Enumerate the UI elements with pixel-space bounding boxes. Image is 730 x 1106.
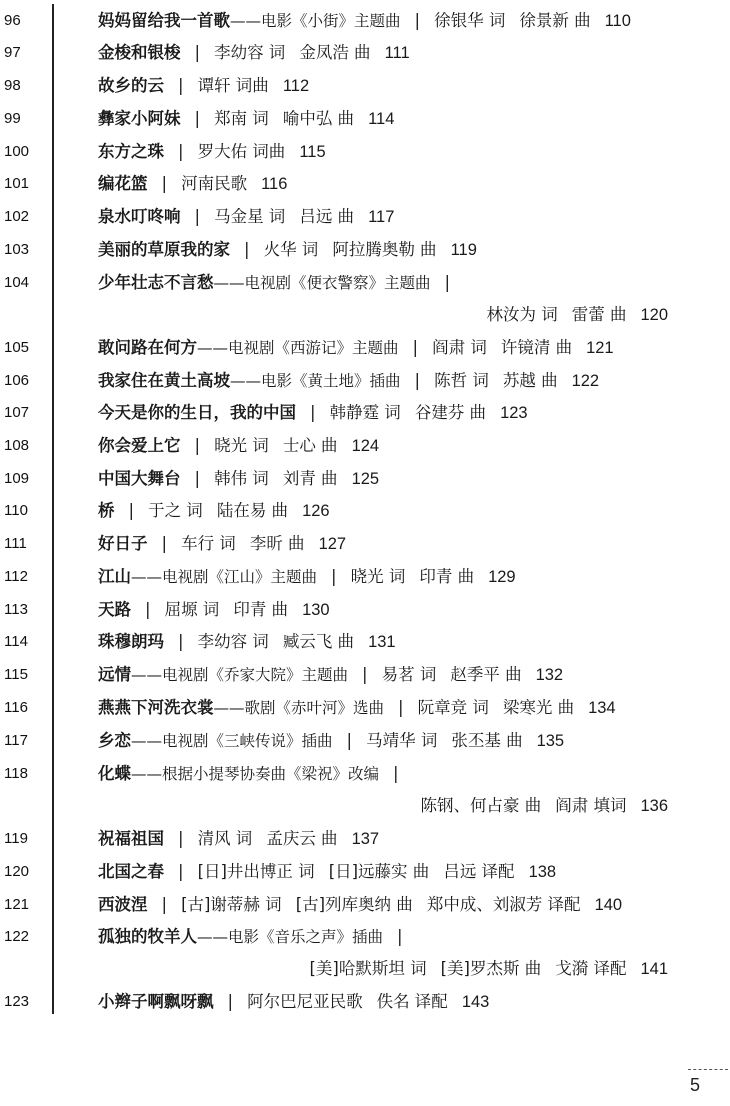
entry-page: 123 bbox=[500, 404, 528, 422]
entry-line bbox=[98, 630, 396, 654]
toc-entry[interactable] bbox=[0, 201, 730, 233]
entry-number: 102 bbox=[4, 208, 30, 225]
song-subtitle: ——电影《黄土地》插曲 bbox=[230, 372, 401, 390]
song-subtitle: ——电影《音乐之声》插曲 bbox=[197, 928, 384, 946]
entry-page: 112 bbox=[282, 77, 310, 95]
separator: | bbox=[178, 76, 184, 95]
song-title: 孤独的牧羊人 bbox=[98, 927, 197, 946]
song-title: 今天是你的生日，我的中国 bbox=[98, 403, 296, 422]
entry-number: 123 bbox=[4, 993, 30, 1010]
separator: | bbox=[145, 600, 151, 619]
entry-number: 116 bbox=[4, 699, 28, 716]
credit: 印青 曲 bbox=[233, 600, 289, 619]
entry-number: 113 bbox=[4, 601, 28, 618]
toc-entry[interactable] bbox=[0, 986, 730, 1018]
song-subtitle: ——歌剧《赤叶河》选曲 bbox=[213, 699, 385, 717]
entry-page: 115 bbox=[299, 143, 326, 161]
separator: | bbox=[397, 927, 403, 946]
song-title: 少年壮志不言愁 bbox=[98, 273, 214, 292]
separator: | bbox=[161, 174, 168, 193]
credit: 刘青 曲 bbox=[282, 469, 338, 488]
entry-page: 124 bbox=[351, 437, 380, 455]
credit: 赵季平 曲 bbox=[450, 665, 522, 684]
entry-number: 101 bbox=[4, 175, 30, 192]
toc-entry[interactable] bbox=[0, 823, 730, 855]
song-subtitle: ——电影《小街》主题曲 bbox=[230, 12, 401, 30]
song-title: 我家住在黄土高坡 bbox=[98, 371, 230, 390]
song-title: 北国之春 bbox=[98, 862, 164, 881]
separator: | bbox=[444, 273, 451, 292]
separator: | bbox=[194, 109, 201, 128]
song-title: 桥 bbox=[98, 501, 115, 520]
entry-number: 105 bbox=[4, 339, 30, 356]
credit: 李幼容 词 bbox=[197, 632, 269, 651]
entry-page: 120 bbox=[640, 306, 668, 324]
entry-page: 136 bbox=[640, 797, 668, 815]
toc-entry[interactable] bbox=[0, 332, 730, 364]
credit: 徐银华 词 bbox=[434, 11, 506, 30]
entry-line bbox=[98, 925, 417, 949]
credit: 林汝为 词 bbox=[486, 305, 558, 324]
toc-entry[interactable] bbox=[0, 103, 730, 135]
credit: 阮章竞 词 bbox=[417, 698, 489, 717]
page-number: 5 bbox=[690, 1075, 701, 1095]
entry-line bbox=[98, 271, 464, 295]
toc-entry[interactable] bbox=[0, 70, 730, 102]
entry-page: 114 bbox=[368, 110, 395, 128]
separator: | bbox=[178, 142, 184, 161]
song-subtitle: ——电视剧《乔家大院》主题曲 bbox=[131, 666, 349, 684]
entry-number: 100 bbox=[4, 143, 30, 160]
credit: 阿拉腾奥勒 曲 bbox=[332, 240, 437, 259]
credit: 马金星 词 bbox=[214, 207, 286, 226]
toc-entry[interactable] bbox=[0, 267, 730, 324]
entry-line bbox=[98, 172, 287, 196]
separator: | bbox=[194, 207, 201, 226]
entry-page: 122 bbox=[571, 372, 600, 390]
toc-entry[interactable] bbox=[0, 889, 730, 921]
entry-number: 108 bbox=[4, 437, 30, 454]
credit: 士心 曲 bbox=[282, 436, 338, 455]
entry-number: 98 bbox=[4, 77, 21, 94]
song-title: 妈妈留给我一首歌 bbox=[98, 11, 230, 30]
entry-line bbox=[98, 893, 622, 917]
entry-page: 121 bbox=[586, 339, 614, 357]
credit: 火华 词 bbox=[263, 240, 319, 259]
toc-entry[interactable] bbox=[0, 921, 730, 978]
entry-number: 96 bbox=[4, 12, 21, 29]
credit: 梁寒光 曲 bbox=[502, 698, 575, 717]
entry-line bbox=[98, 499, 330, 523]
page-number-rule bbox=[688, 1069, 728, 1070]
entry-number: 111 bbox=[4, 535, 27, 552]
credit: 阎肃 词 bbox=[432, 338, 487, 357]
credit: 清风 词 bbox=[197, 829, 253, 848]
credit: 臧云飞 曲 bbox=[282, 632, 355, 651]
credit: 郑中成、刘淑芳 译配 bbox=[426, 895, 581, 914]
song-subtitle: ——电视剧《西游记》主题曲 bbox=[197, 339, 399, 357]
entry-line bbox=[98, 565, 516, 589]
entry-number: 112 bbox=[4, 568, 28, 585]
toc-entry[interactable] bbox=[0, 528, 730, 560]
entry-number: 97 bbox=[4, 44, 21, 61]
credit: 许镜清 曲 bbox=[500, 338, 573, 357]
song-title: 乡恋 bbox=[98, 731, 131, 750]
separator: | bbox=[331, 567, 337, 586]
toc-entry[interactable] bbox=[0, 168, 730, 200]
entry-continuation-line bbox=[486, 303, 668, 327]
song-title: 泉水叮咚响 bbox=[98, 207, 181, 226]
credit: [古]谢蒂赫 词 bbox=[181, 895, 282, 914]
entry-number: 114 bbox=[4, 633, 28, 650]
song-title: 远情 bbox=[98, 665, 131, 684]
separator: | bbox=[194, 43, 201, 62]
credit: 徐景新 曲 bbox=[519, 11, 591, 30]
toc-entry[interactable] bbox=[0, 5, 730, 37]
credit: 晓光 词 bbox=[214, 436, 269, 455]
credit: 罗大佑 词曲 bbox=[197, 142, 286, 161]
separator: | bbox=[194, 436, 201, 455]
entry-number: 107 bbox=[4, 404, 30, 421]
toc-entry[interactable] bbox=[0, 365, 730, 397]
song-title: 敢问路在何方 bbox=[98, 338, 197, 357]
toc-entry[interactable] bbox=[0, 463, 730, 495]
toc-entry[interactable] bbox=[0, 136, 730, 168]
toc-entry[interactable] bbox=[0, 37, 730, 69]
entry-line bbox=[98, 107, 394, 131]
credit: 戈漪 译配 bbox=[555, 959, 627, 978]
song-title: 你会爱上它 bbox=[98, 436, 181, 455]
entry-number: 119 bbox=[4, 830, 28, 847]
song-title: 好日子 bbox=[98, 534, 148, 553]
entry-line bbox=[98, 336, 614, 360]
credit: 韩伟 词 bbox=[214, 469, 269, 488]
entry-page: 143 bbox=[461, 993, 490, 1011]
credit: [美]罗杰斯 曲 bbox=[440, 959, 542, 978]
entry-line bbox=[98, 729, 564, 753]
separator: | bbox=[161, 534, 168, 553]
song-title: 彝家小阿妹 bbox=[98, 109, 181, 128]
credit: 陆在易 曲 bbox=[216, 501, 289, 520]
toc-entry[interactable] bbox=[0, 856, 730, 888]
entry-continuation-line bbox=[309, 957, 668, 981]
toc-entry[interactable] bbox=[0, 758, 730, 815]
toc-entry[interactable] bbox=[0, 234, 730, 266]
credit: 金凤浩 曲 bbox=[299, 43, 371, 62]
song-title: 小辫子啊飘呀飘 bbox=[98, 992, 214, 1011]
entry-number: 110 bbox=[4, 502, 28, 519]
entry-page: 116 bbox=[261, 175, 288, 193]
entry-number: 117 bbox=[4, 732, 28, 749]
entry-page: 140 bbox=[594, 896, 623, 914]
entry-page: 135 bbox=[536, 732, 565, 750]
song-title: 祝福祖国 bbox=[98, 829, 164, 848]
entry-number: 115 bbox=[4, 666, 28, 683]
separator: | bbox=[393, 764, 399, 783]
entry-page: 127 bbox=[318, 535, 347, 553]
entry-line bbox=[98, 9, 631, 33]
separator: | bbox=[128, 501, 135, 520]
credit: 马靖华 词 bbox=[366, 731, 438, 750]
separator: | bbox=[227, 992, 234, 1011]
toc-entry[interactable] bbox=[0, 397, 730, 429]
entry-page: 119 bbox=[450, 241, 477, 259]
song-subtitle: ——电视剧《便衣警察》主题曲 bbox=[213, 274, 431, 292]
credit: 阎肃 填词 bbox=[555, 796, 627, 815]
credit: 郑南 词 bbox=[214, 109, 269, 128]
entry-line bbox=[98, 238, 477, 262]
separator: | bbox=[178, 862, 184, 881]
credit: 屈塬 词 bbox=[164, 600, 220, 619]
separator: | bbox=[178, 632, 184, 651]
entry-line bbox=[98, 532, 346, 556]
toc-entry[interactable] bbox=[0, 626, 730, 658]
entry-page: 111 bbox=[384, 44, 410, 62]
entry-page: 132 bbox=[535, 666, 564, 684]
entry-page: 129 bbox=[488, 568, 516, 586]
song-title: 东方之珠 bbox=[98, 142, 164, 161]
entry-page: 125 bbox=[351, 470, 380, 488]
toc-entry[interactable] bbox=[0, 594, 730, 626]
credit: 雷蕾 曲 bbox=[571, 305, 627, 324]
toc-entry[interactable] bbox=[0, 692, 730, 724]
credit: 河南民歌 bbox=[181, 174, 248, 193]
entry-line bbox=[98, 434, 379, 458]
credit: [日]井出博正 词 bbox=[197, 862, 315, 881]
credit: 阿尔巴尼亚民歌 bbox=[247, 992, 363, 1011]
entry-line bbox=[98, 762, 413, 786]
credit: 孟庆云 曲 bbox=[266, 829, 338, 848]
song-subtitle: ——电视剧《江山》主题曲 bbox=[131, 568, 318, 586]
credit: 喻中弘 曲 bbox=[282, 109, 355, 128]
credit: 吕远 曲 bbox=[299, 207, 355, 226]
song-title: 西波涅 bbox=[98, 895, 148, 914]
credit: 易茗 词 bbox=[381, 665, 437, 684]
credit: 印青 曲 bbox=[419, 567, 475, 586]
entry-line bbox=[98, 369, 599, 393]
separator: | bbox=[414, 371, 421, 390]
credit: 车行 词 bbox=[181, 534, 236, 553]
separator: | bbox=[178, 829, 184, 848]
entry-line bbox=[98, 401, 528, 425]
credit: 吕远 译配 bbox=[443, 862, 515, 881]
entry-number: 99 bbox=[4, 110, 21, 127]
credit: [古]列库奥纳 曲 bbox=[295, 895, 413, 914]
separator: | bbox=[161, 895, 168, 914]
credit: 李幼容 词 bbox=[214, 43, 286, 62]
separator: | bbox=[362, 665, 368, 684]
song-title: 珠穆朗玛 bbox=[98, 632, 164, 651]
entry-line bbox=[98, 990, 489, 1014]
entry-page: 137 bbox=[351, 830, 380, 848]
credit: 谭轩 词曲 bbox=[197, 76, 269, 95]
entry-line bbox=[98, 74, 309, 98]
song-title: 燕燕下河洗衣裳 bbox=[98, 698, 214, 717]
entry-number: 104 bbox=[4, 274, 30, 291]
entry-number: 106 bbox=[4, 372, 30, 389]
entry-line bbox=[98, 598, 330, 622]
entry-page: 131 bbox=[368, 633, 396, 651]
entry-line bbox=[98, 663, 563, 687]
separator: | bbox=[310, 403, 316, 422]
entry-page: 126 bbox=[302, 502, 330, 520]
entry-page: 141 bbox=[640, 960, 668, 978]
song-subtitle: ——电视剧《三峡传说》插曲 bbox=[131, 732, 333, 750]
credit: 于之 词 bbox=[148, 501, 203, 520]
separator: | bbox=[194, 469, 201, 488]
separator: | bbox=[244, 240, 250, 259]
credit: [日]远藤实 曲 bbox=[328, 862, 430, 881]
toc-entry[interactable] bbox=[0, 495, 730, 527]
credit: 佚名 译配 bbox=[376, 992, 448, 1011]
song-title: 故乡的云 bbox=[98, 76, 164, 95]
entry-line bbox=[98, 467, 379, 491]
credit: 晓光 词 bbox=[350, 567, 406, 586]
entry-line bbox=[98, 827, 379, 851]
separator: | bbox=[398, 698, 404, 717]
song-title: 金梭和银梭 bbox=[98, 43, 181, 62]
song-title: 编花篮 bbox=[98, 174, 148, 193]
toc-entry[interactable] bbox=[0, 659, 730, 691]
toc-entry[interactable] bbox=[0, 561, 730, 593]
entry-line bbox=[98, 140, 326, 164]
entry-page: 134 bbox=[588, 699, 616, 717]
entry-page: 138 bbox=[528, 863, 557, 881]
entry-page: 117 bbox=[368, 208, 395, 226]
entry-continuation-line bbox=[420, 794, 668, 818]
separator: | bbox=[346, 731, 353, 750]
separator: | bbox=[414, 11, 421, 30]
credit: 李昕 曲 bbox=[249, 534, 305, 553]
toc-entry[interactable] bbox=[0, 430, 730, 462]
toc-entry[interactable] bbox=[0, 725, 730, 757]
song-title: 中国大舞台 bbox=[98, 469, 181, 488]
entry-page: 130 bbox=[302, 601, 330, 619]
entry-line bbox=[98, 696, 616, 720]
entry-line bbox=[98, 860, 556, 884]
song-title: 江山 bbox=[98, 567, 131, 586]
credit: 苏越 曲 bbox=[502, 371, 558, 390]
credit: 陈哲 词 bbox=[434, 371, 489, 390]
entry-number: 122 bbox=[4, 928, 30, 945]
song-subtitle: ——根据小提琴协奏曲《梁祝》改编 bbox=[131, 765, 380, 783]
credit: 谷建芬 曲 bbox=[414, 403, 487, 422]
entry-line bbox=[98, 41, 410, 65]
vertical-rule bbox=[52, 4, 54, 1014]
entry-number: 121 bbox=[4, 896, 30, 913]
entry-number: 118 bbox=[4, 765, 28, 782]
song-title: 天路 bbox=[98, 600, 131, 619]
entry-line bbox=[98, 205, 394, 229]
credit: 张丕基 曲 bbox=[451, 731, 523, 750]
song-title: 美丽的草原我的家 bbox=[98, 240, 230, 259]
credit: 韩静霆 词 bbox=[329, 403, 401, 422]
credit: 陈钢、何占豪 曲 bbox=[420, 796, 542, 815]
separator: | bbox=[412, 338, 419, 357]
entry-number: 103 bbox=[4, 241, 30, 258]
entry-page: 110 bbox=[604, 12, 631, 30]
entry-number: 109 bbox=[4, 470, 30, 487]
credit: [美]哈默斯坦 词 bbox=[309, 959, 427, 978]
entry-number: 120 bbox=[4, 863, 30, 880]
song-title: 化蝶 bbox=[98, 764, 131, 783]
